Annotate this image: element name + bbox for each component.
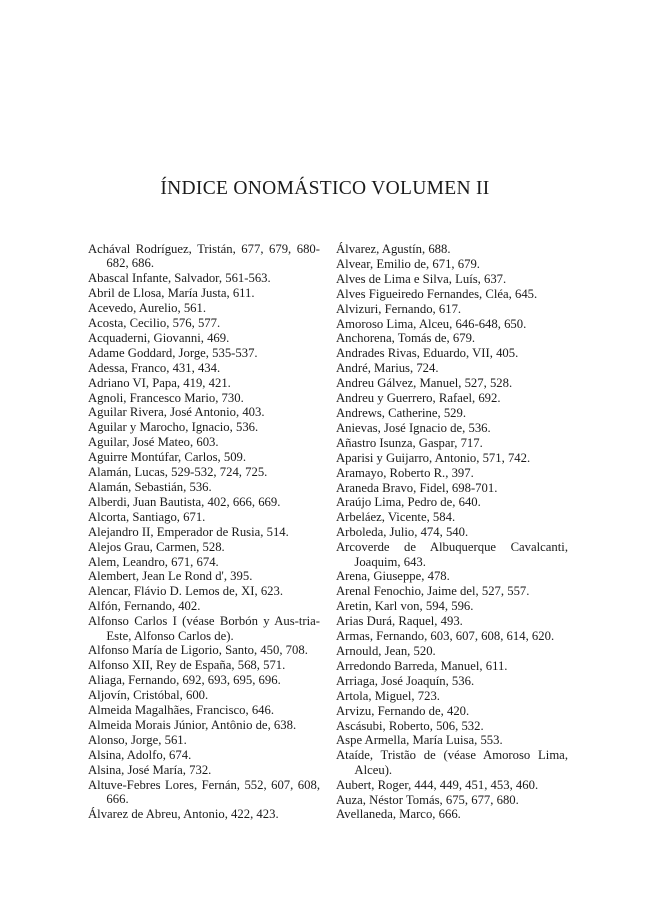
index-entry: Alberdi, Juan Bautista, 402, 666, 669. — [88, 494, 281, 509]
index-entry: André, Marius, 724. — [336, 361, 439, 376]
index-entry: Alejos Grau, Carmen, 528. — [88, 539, 225, 554]
index-entry: Arriaga, José Joaquín, 536. — [336, 673, 475, 688]
index-entry: Almeida Morais Júnior, Antônio de, 638. — [88, 718, 297, 732]
index-entry: Ataíde, Tristão de (véase Amoroso Lima, Alceu). — [336, 748, 568, 777]
index-title: ÍNDICE ONOMÁSTICO VOLUMEN II — [160, 178, 490, 199]
index-entry: Altuve-Febres Lores, Fernán, 552, 607, 608, 666. — [88, 777, 320, 807]
index-entry: Auza, Néstor Tomás, 675, 677, 680. — [336, 792, 519, 807]
index-entry: Aguirre Montúfar, Carlos, 509. — [88, 450, 247, 465]
index-entry: Arcoverde de Albuquerque Cavalcanti, Joaquim, 643. — [336, 540, 568, 569]
index-entry: Alembert, Jean Le Rond d', 395. — [88, 569, 253, 584]
index-entry: Andrews, Catherine, 529. — [336, 405, 467, 420]
index-entry: Alejandro II, Emperador de Rusia, 514. — [88, 524, 289, 539]
index-entry: Almeida Magalhães, Francisco, 646. — [88, 703, 275, 718]
index-entry: Álvarez, Agustín, 688. — [336, 242, 451, 256]
index-entry: Avellaneda, Marco, 666. — [336, 807, 461, 822]
index-entry: Alonso, Jorge, 561. — [88, 732, 187, 747]
index-entry: Andreu Gálvez, Manuel, 527, 528. — [336, 376, 513, 391]
index-entry: Alcorta, Santiago, 671. — [88, 509, 206, 524]
index-entry: Arbeláez, Vicente, 584. — [336, 510, 456, 525]
index-entry: Abril de Llosa, María Justa, 611. — [88, 286, 255, 301]
index-entry: Alves de Lima e Silva, Luís, 637. — [336, 271, 507, 286]
index-entry: Artola, Miguel, 723. — [336, 688, 440, 703]
index-entry: Alvear, Emilio de, 671, 679. — [336, 256, 480, 271]
index-entry: Alamán, Lucas, 529-532, 724, 725. — [88, 465, 268, 480]
index-entry: Arvizu, Fernando de, 420. — [336, 703, 470, 718]
index-column-right — [336, 242, 568, 822]
index-entry: Aguilar Rivera, José Antonio, 403. — [88, 405, 265, 420]
index-entry: Acosta, Cecilio, 576, 577. — [88, 316, 221, 331]
index-entry: Aguilar y Marocho, Ignacio, 536. — [88, 420, 259, 435]
index-entry: Aguilar, José Mateo, 603. — [88, 435, 219, 450]
index-entry: Aljovín, Cristóbal, 600. — [88, 688, 209, 703]
index-column-left — [88, 242, 320, 822]
index-entry: Alem, Leandro, 671, 674. — [88, 554, 219, 569]
index-entry: Agnoli, Francesco Mario, 730. — [88, 390, 244, 405]
index-entry: Alfonso Carlos I (véase Borbón y Aus-tria-Este, Alfonso Carlos de). — [88, 614, 320, 643]
index-entry: Añastro Isunza, Gaspar, 717. — [336, 435, 483, 450]
index-entry: Aretin, Karl von, 594, 596. — [336, 599, 474, 614]
index-entry: Adame Goddard, Jorge, 535-537. — [88, 345, 258, 360]
index-entry: Alsina, José María, 732. — [88, 762, 212, 777]
index-entry: Acevedo, Aurelio, 561. — [88, 301, 207, 316]
index-entry: Arena, Giuseppe, 478. — [336, 569, 450, 584]
index-entry: Aramayo, Roberto R., 397. — [336, 465, 474, 480]
index-entry: Alsina, Adolfo, 674. — [88, 747, 192, 762]
index-entry: Alencar, Flávio D. Lemos de, XI, 623. — [88, 584, 284, 599]
index-entry: Alamán, Sebastián, 536. — [88, 480, 212, 494]
index-entry: Acquaderni, Giovanni, 469. — [88, 330, 230, 345]
index-entry: Anievas, José Ignacio de, 536. — [336, 420, 491, 435]
index-entry: Arias Durá, Raquel, 493. — [336, 614, 463, 629]
index-entry: Arnould, Jean, 520. — [336, 643, 436, 658]
index-entry: Adriano VI, Papa, 419, 421. — [88, 375, 231, 390]
index-entry: Abascal Infante, Salvador, 561-563. — [88, 271, 271, 286]
index-entry: Ascásubi, Roberto, 506, 532. — [336, 718, 484, 733]
index-entry: Alves Figueiredo Fernandes, Cléa, 645. — [336, 286, 538, 301]
index-entry: Araneda Bravo, Fidel, 698-701. — [336, 480, 498, 495]
index-entry: Armas, Fernando, 603, 607, 608, 614, 620. — [336, 629, 555, 644]
index-entry: Aubert, Roger, 444, 449, 451, 453, 460. — [336, 777, 539, 792]
index-entry: Adessa, Franco, 431, 434. — [88, 360, 221, 375]
index-entry: Alfonso María de Ligorio, Santo, 450, 708. — [88, 643, 308, 658]
index-entry: Arredondo Barreda, Manuel, 611. — [336, 658, 508, 673]
index-entry: Alvizuri, Fernando, 617. — [336, 301, 462, 316]
index-entry: Aspe Armella, María Luisa, 553. — [336, 733, 503, 748]
index-entry: Alfonso XII, Rey de España, 568, 571. — [88, 658, 286, 673]
index-entry: Aliaga, Fernando, 692, 693, 695, 696. — [88, 673, 281, 688]
index-entry: Álvarez de Abreu, Antonio, 422, 423. — [88, 806, 279, 821]
index-entry: Arenal Fenochio, Jaime del, 527, 557. — [336, 584, 530, 599]
index-entry: Araújo Lima, Pedro de, 640. — [336, 495, 481, 510]
index-entry: Andrades Rivas, Eduardo, VII, 405. — [336, 346, 519, 361]
index-entry: Andreu y Guerrero, Rafael, 692. — [336, 391, 501, 406]
index-entry: Amoroso Lima, Alceu, 646-648, 650. — [336, 316, 527, 331]
index-entry: Aparisi y Guijarro, Antonio, 571, 742. — [336, 450, 531, 465]
index-entry: Anchorena, Tomás de, 679. — [336, 331, 476, 346]
index-entry: Achával Rodríguez, Tristán, 677, 679, 680-682, 686. — [88, 242, 320, 271]
index-entry: Arboleda, Julio, 474, 540. — [336, 525, 469, 540]
index-entry: Alfón, Fernando, 402. — [88, 599, 201, 614]
